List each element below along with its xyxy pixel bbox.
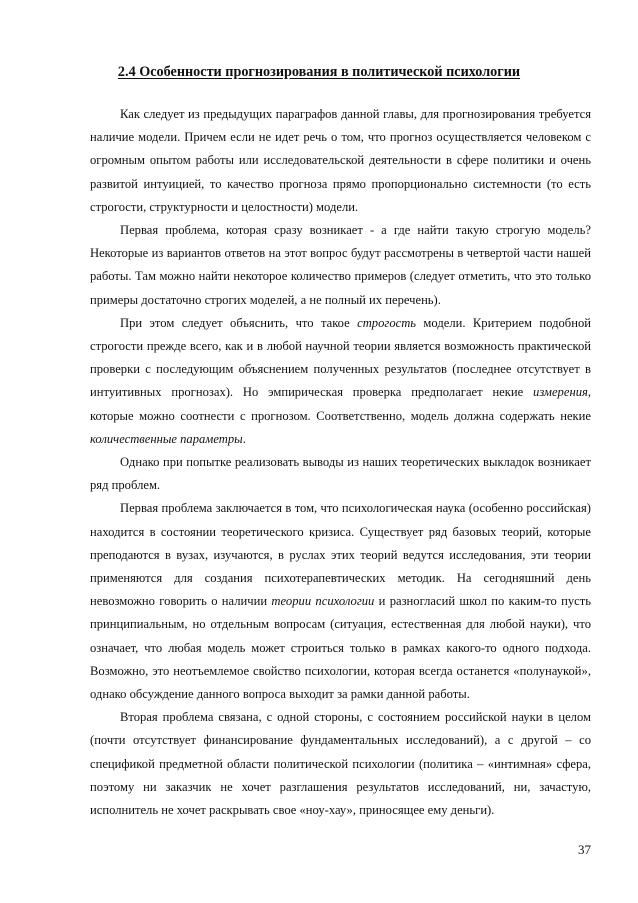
paragraph-3-text: , которые можно соотнести с прогнозом. Соответственно, модель должна содержать некие [90, 385, 591, 423]
emphasis-izmereniya: измерения [533, 385, 588, 400]
paragraph-3 [90, 312, 591, 451]
emphasis-parametry: количественные параметры [90, 431, 243, 446]
paragraph-1: Как следует из предыдущих параграфов данной главы, для прогнозирования требуется наличие модели. Причем если не идет речь о том, что прогноз осуществляется человеком с огромным опытом работы или исследовательской деятельности в сфере политики и очень развитой интуицией, то качество прогноза прямо пропорционально системности (то есть строгости, структурности и целостности) модели. [90, 107, 591, 214]
body-text [90, 103, 591, 822]
emphasis-teorii-psihologii: теории психологии [271, 594, 375, 609]
paragraph-3-text: При этом следует объяснить, что такое [120, 315, 358, 330]
paragraph-3-text: модели. Критерием подобной строгости прежде всего, как и в любой научной теории является возможность практической проверки с последующим объяснением полученных результатов (последнее отсутствует в интуитивных прогнозах). Но эмпирическая проверка предполагает некие [90, 315, 591, 400]
emphasis-strogost: строгость [357, 315, 417, 330]
section-heading: 2.4 Особенности прогнозирования в политической психологии [117, 64, 521, 80]
paragraph-3-text: . [242, 431, 246, 446]
paragraph-5-text: Первая проблема заключается в том, что психологическая наука (особенно российская) находится в состоянии теоретического кризиса. Существует ряд базовых теорий, которые преподаются в вузах, изучаются, в руслах этих теорий ведутся исследования, эти теории применяются для создания психотерапевтических методик. На сегодняшний день невозможно говорить о наличии [90, 501, 591, 609]
paragraph-5-text: и разногласий школ по каким-то пусть принципиальным, но отдельным вопросам (ситуация, естественная для любой науки), что означает, что любая модель может строиться только в рамках какого-то одного подхода. Возможно, это неотъемлемое свойство психологии, которая всегда останется «полунаукой», однако обсуждение данного вопроса выходит за рамки данной работы. [90, 594, 592, 702]
paragraph-4: Однако при попытке реализовать выводы из наших теоретических выкладок возникает ряд проблем. [90, 455, 591, 493]
paragraph-2: Первая проблема, которая сразу возникает - а где найти такую строгую модель? Некоторые из вариантов ответов на этот вопрос будут рассмотрены в четвертой части нашей работы. Там можно найти некоторое количество примеров (следует отметить, что это только примеры достаточно строгих моделей, а не полный их перечень). [90, 223, 591, 307]
page-number: 37 [578, 842, 591, 857]
paragraph-5 [90, 497, 591, 706]
paragraph-6: Вторая проблема связана, с одной стороны, с состоянием российской науки в целом (почти отсутствует финансирование фундаментальных исследований), а с другой – со спецификой предметной области политической психологии (политика – «интимная» сфера, поэтому ни заказчик не хочет разглашения результатов исследований, ни, зачастую, исполнитель не хочет раскрывать свое «ноу-хау», приносящее ему деньги). [90, 710, 591, 818]
